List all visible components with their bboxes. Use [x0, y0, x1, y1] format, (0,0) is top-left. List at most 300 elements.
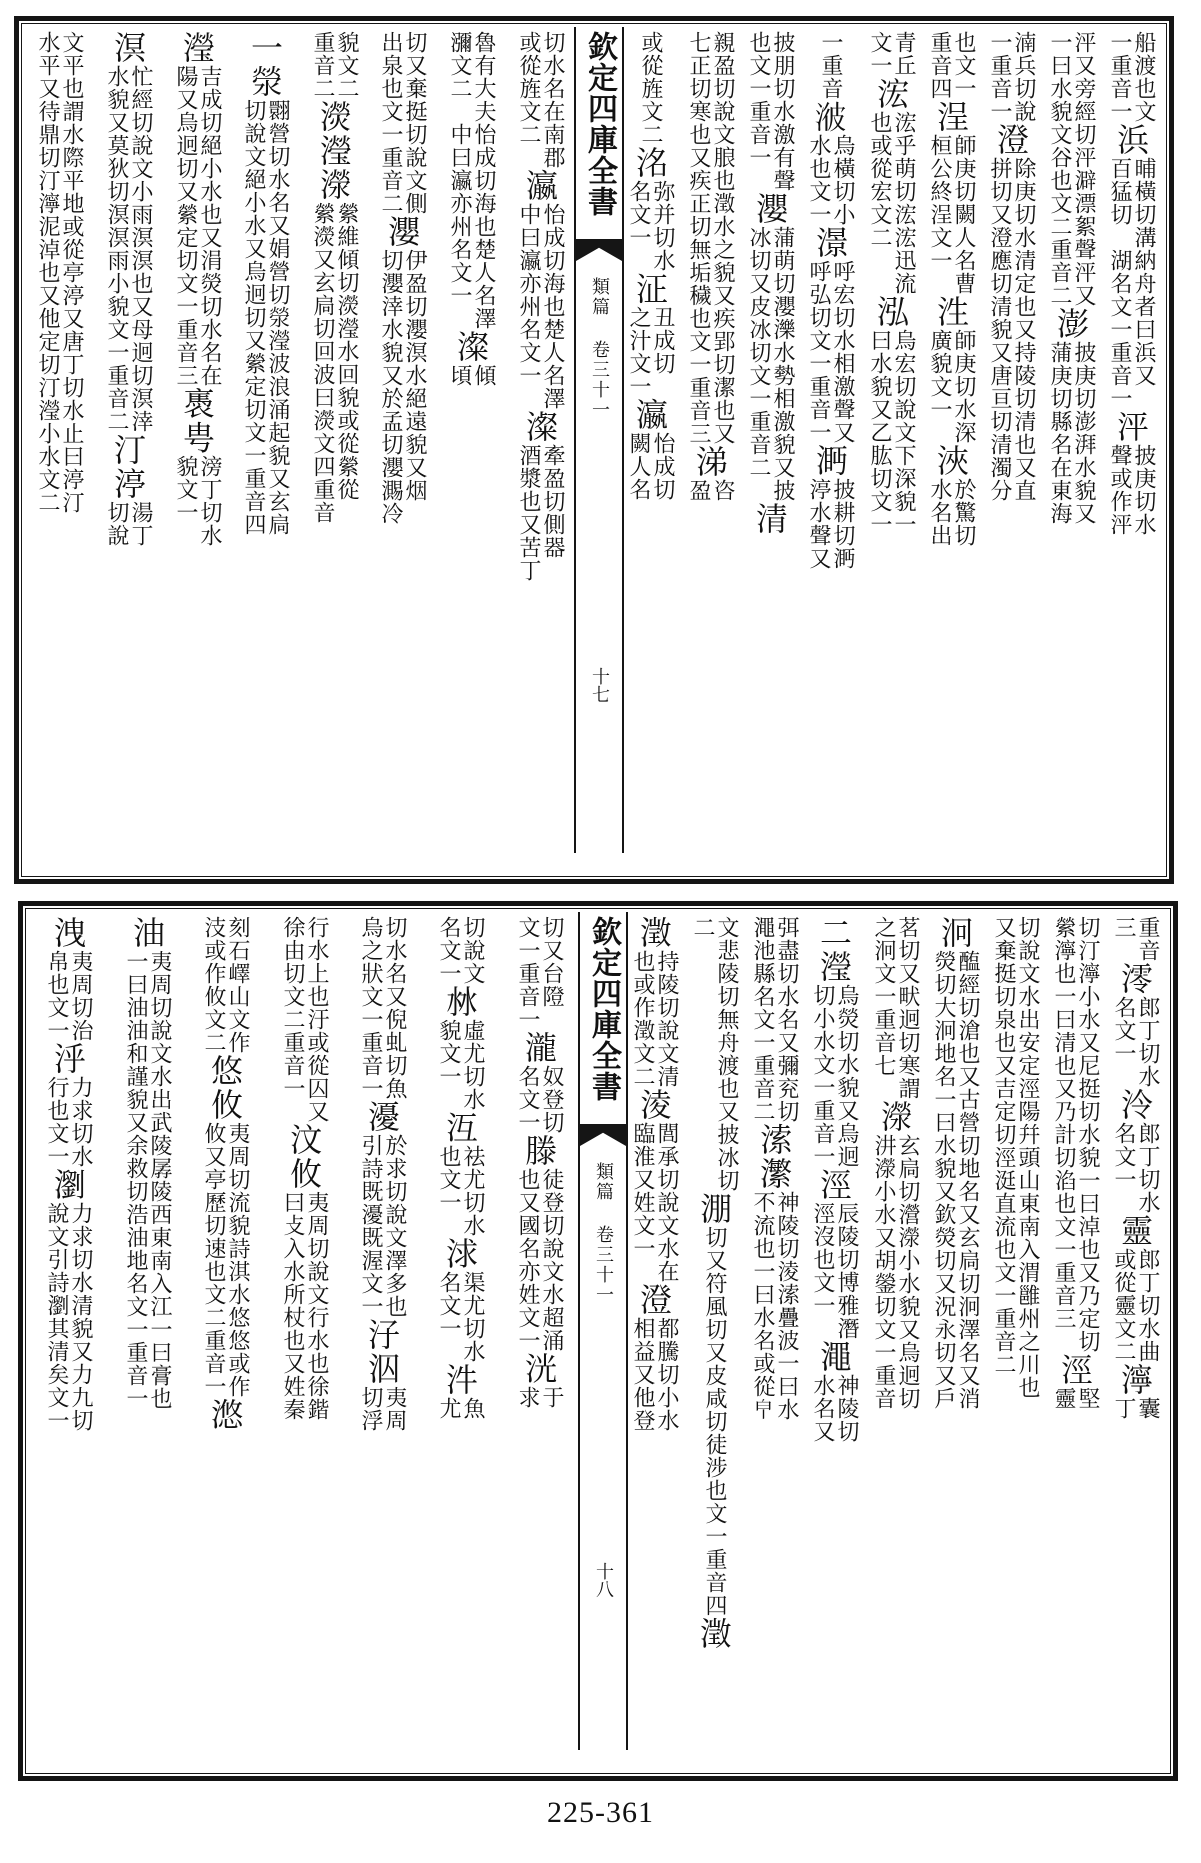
annotation-note [173, 65, 221, 387]
volume-label: 類篇 卷三十一 [593, 1162, 614, 1305]
annotation-line: 求 [515, 1386, 540, 1409]
annotation-line: 汥或作攸文二 [201, 916, 226, 1054]
annotation-line: 泙又旁經 [1071, 31, 1096, 123]
annotation-line: 熒切大泂地名一曰水貌又欽熒切又況永切又戶 [931, 950, 956, 1410]
annotation-note [1107, 444, 1155, 536]
annotation-line: 或從靈文二 [1111, 1248, 1136, 1363]
annotation-line: 出泉也文一重音二 [378, 31, 403, 215]
annotation-note [1111, 1248, 1159, 1363]
annotation-line: 重音 [1135, 916, 1160, 962]
annotation-line: 一重音一 [987, 31, 1012, 123]
annotation-note [358, 1386, 406, 1432]
annotation-line: 夷周切說文行水也徐鍇 [304, 1191, 329, 1421]
annotation-note [201, 916, 249, 1054]
headword-character: 攸 [285, 1157, 323, 1191]
annotation-note [447, 364, 495, 387]
annotation-line: 瀰文二 [447, 31, 472, 100]
center-fold-column [578, 912, 628, 1750]
headword-character: 滎 [246, 65, 284, 99]
annotation-line: 水貌又莫狄切溟溟雨小貌文一重音二 [104, 65, 129, 433]
headword-character: 瀛 [521, 169, 559, 203]
headword-character: 洸 [520, 1352, 558, 1386]
annotation-note [630, 950, 678, 1088]
headword-character: 瀛 [631, 398, 669, 432]
text-column [744, 916, 804, 1746]
annotation-note [123, 950, 171, 1410]
annotation-line: 烏宏切說文下深貌一 [891, 329, 916, 536]
annotation-note [638, 31, 662, 146]
annotation-note [516, 203, 564, 410]
annotation-note [806, 260, 854, 444]
center-fold-column [574, 27, 624, 853]
headword-character: 瀴 [383, 215, 421, 249]
annotation-line: 于 [539, 1386, 564, 1409]
annotation-line: 切說文絕小水又烏迥切又縈定切文一重音四 [241, 99, 266, 536]
annotation-line: 切水名在南郡 [540, 31, 565, 169]
annotation-line: 一重音 [818, 31, 843, 100]
annotation-line: 青丘 [891, 31, 916, 77]
headword-character: 泘 [49, 1042, 87, 1076]
annotation-line: 也文一 [436, 1145, 461, 1214]
annotation-line: 閭承切說文水在 [654, 1122, 679, 1283]
annotation-line: 曰攴入水所杖也又姓秦 [280, 1191, 305, 1421]
annotation-note [1107, 249, 1155, 410]
annotation-line: 酒漿也又苦丁 [516, 444, 541, 582]
headword-character: 汀 [109, 433, 147, 467]
annotation-line: 一曰水貌 [1047, 31, 1072, 123]
book-title: 欽定四庫全書 [582, 31, 617, 217]
top-page-panel [14, 16, 1174, 884]
annotation-line: 廣貌文一 [927, 329, 952, 421]
annotation-line: 湖名文一重音一 [1107, 249, 1132, 410]
annotation-line: 一曰油油和謹貌又余救切浩油地名文一重音一 [123, 950, 148, 1410]
annotation-note [810, 984, 858, 1168]
annotation-line: 渠尤切水 [460, 1271, 485, 1363]
annotation-line: 陽又烏迥切又縈定切文一重音三 [173, 65, 198, 387]
annotation-line: 帛也文一 [44, 950, 69, 1042]
annotation-note [280, 916, 328, 1123]
annotation-note [867, 111, 915, 295]
annotation-line: 相益又他登 [630, 1317, 655, 1432]
headword-character: 澋 [811, 226, 849, 260]
annotation-line: 切泙澼漂絮聲泙又 [1071, 123, 1096, 307]
annotation-line: 披庚切水 [1131, 444, 1156, 536]
annotation-note [201, 1122, 249, 1398]
annotation-note [310, 202, 358, 524]
annotation-line: 貌文二 [334, 31, 359, 100]
text-column [274, 916, 334, 1746]
headword-character: 澯 [521, 410, 559, 444]
headword-character: 沝 [441, 985, 479, 1019]
annotation-line: 名文一 [515, 1065, 540, 1134]
annotation-line: 郎丁切水 [1135, 996, 1160, 1088]
annotation-line: 重音二 [310, 31, 335, 100]
annotation-line: 貌文一 [173, 455, 198, 524]
annotation-line: 辰陵切博雅潛 [834, 1202, 859, 1340]
annotation-line: 名文一 [1111, 1122, 1136, 1191]
folio-number: 十七 [589, 667, 610, 703]
annotation-line: 二 [690, 916, 715, 939]
annotation-note [515, 1168, 563, 1352]
annotation-note [436, 916, 484, 985]
annotation-note [927, 329, 975, 444]
headword-character: 一 [246, 31, 284, 65]
annotation-note [626, 306, 674, 398]
annotation-line: 文悲陵切無舟渡也又披冰切 [714, 916, 739, 1192]
annotation-line: 切瀴涬水貌又於孟切瀴瀃冷 [378, 249, 403, 525]
annotation-line: 水也文一 [806, 134, 831, 226]
annotation-note [750, 916, 798, 1123]
annotation-line: 丑成切 [650, 306, 675, 375]
annotation-line: 納舟者曰浜又 [1131, 249, 1156, 387]
annotation-line: 夷周切治 [68, 950, 93, 1042]
headword-character: 濴 [876, 1100, 914, 1134]
annotation-note [927, 478, 975, 547]
headword-character: 泩 [932, 295, 970, 329]
annotation-line: 醢經切滄也又古營切地名又玄扃切泂澤名又消 [955, 950, 980, 1410]
headword-character: 洺 [631, 146, 669, 180]
annotation-line: 又棄挺切泉也又吉定切涇涏直流也文一重音二 [991, 916, 1016, 1376]
annotation-line: 持陵切說文清 [654, 950, 679, 1088]
text-column [865, 916, 925, 1746]
headword-character: 瀧 [520, 1031, 558, 1065]
annotation-line: 浤乎萌切浤浤迅流 [891, 111, 916, 295]
annotation-line: 烏橫切小 [830, 134, 855, 226]
text-column [510, 31, 570, 849]
headword-character: 泟 [631, 272, 669, 306]
annotation-line: 渟水聲又 [806, 478, 831, 570]
annotation-line: 蒲庚切縣名在東海 [1047, 341, 1072, 525]
annotation-note [867, 329, 915, 536]
folio-number: 十八 [593, 1562, 614, 1598]
annotation-line: 師庚切闕人名曹 [951, 134, 976, 295]
annotation-line: 桓公終浧文一 [927, 134, 952, 272]
headword-character: 淜 [695, 1192, 733, 1226]
annotation-line: 披朋切水激有聲 [770, 31, 795, 192]
annotation-line: 行也文一 [44, 1076, 69, 1168]
annotation-note [1107, 157, 1155, 249]
headword-character: 泅 [363, 1352, 401, 1386]
annotation-line: 三 [1111, 916, 1136, 939]
annotation-line: 切水名又倪虬切魚 [382, 916, 407, 1100]
annotation-line: 或從旌文二 [638, 31, 663, 146]
headword-character: 澄 [992, 123, 1030, 157]
headword-character: 褭 [178, 387, 216, 421]
annotation-line: 文谷也文二重音二 [1047, 123, 1072, 307]
text-column [680, 31, 740, 849]
annotation-line: 呼弘切文一重音一 [806, 260, 831, 444]
annotation-line: 虛尤切水 [460, 1019, 485, 1111]
annotation-note [630, 1317, 678, 1432]
annotation-note [516, 444, 564, 582]
text-column [430, 916, 490, 1746]
headword-character: 涇 [815, 1168, 853, 1202]
text-column [29, 31, 89, 849]
text-column [372, 31, 432, 849]
headword-character: 悠 [206, 1054, 244, 1088]
headword-character: 沍 [441, 1111, 479, 1145]
annotation-note [987, 157, 1035, 502]
annotation-note [927, 31, 975, 100]
annotation-line: 力求切水 [68, 1076, 93, 1168]
annotation-line: 說文引詩瀏其清矣文一 [44, 1202, 69, 1432]
text-column [117, 916, 177, 1746]
headword-character: 涕 [691, 445, 729, 479]
annotation-line: 弭盡切水名又彌兖切 [774, 916, 799, 1123]
annotation-line: 名文一 [436, 916, 461, 985]
text-column [925, 916, 985, 1746]
annotation-note [515, 1386, 563, 1409]
annotation-line: 於求切說文澤多也 [382, 1134, 407, 1318]
annotation-line: 怡成切海也楚人名澤 [540, 203, 565, 410]
annotation-note [686, 479, 734, 502]
annotation-line: 拼切又澄應切清貌又唐亘切清濁分 [987, 157, 1012, 502]
annotation-note [1047, 123, 1095, 307]
headword-character: 浤 [872, 77, 910, 111]
annotation-note [630, 1122, 678, 1283]
annotation-note [436, 1145, 484, 1237]
annotation-line: 茗切又畎迥切寒謂 [895, 916, 920, 1100]
annotation-line: 尤 [436, 1397, 461, 1420]
annotation-line: 玄扃切瀯濴小水貌又烏迥切 [895, 1134, 920, 1410]
headword-character: 淩 [635, 1088, 673, 1122]
annotation-line: 弥并切水 [650, 180, 675, 272]
text-column [195, 916, 255, 1746]
annotation-note [746, 226, 794, 502]
annotation-line: 牽盈切側器 [540, 444, 565, 559]
annotation-note [1111, 1122, 1159, 1214]
annotation-line: 澠池縣名文一重音二 [750, 916, 775, 1123]
annotation-note [447, 123, 495, 330]
headword-character: 瀏 [49, 1168, 87, 1202]
annotation-line: 湳兵切說 [1011, 31, 1036, 123]
headword-character: 汓 [363, 1318, 401, 1352]
headword-character: 瀴 [751, 192, 789, 226]
headword-character: 溟 [109, 31, 147, 65]
annotation-line: 聲或作泙 [1107, 444, 1132, 536]
annotation-note [690, 916, 738, 1192]
headword-character: 瀅 [315, 134, 353, 168]
annotation-line: 除庚切水清定也又持陵切清也又直 [1011, 157, 1036, 502]
annotation-line: 伊盈切瀴溟水絕遠貌又烟 [402, 249, 427, 502]
annotation-note [746, 31, 794, 192]
annotation-note [173, 455, 221, 547]
annotation-line: 切說文水出安定涇陽幷頭山東南入渭雝州之川也 [1015, 916, 1040, 1399]
annotation-note [44, 1076, 92, 1168]
text-column [861, 31, 921, 849]
text-column [800, 31, 860, 849]
text-column [684, 916, 744, 1746]
text-column [804, 916, 864, 1746]
annotation-line: 祛尤切水 [460, 1145, 485, 1237]
annotation-line: 於驚切 [951, 478, 976, 547]
annotation-line: 也文一 [951, 31, 976, 100]
annotation-line: 力求切水清貌又力九切 [68, 1202, 93, 1432]
annotation-line: 切說 [104, 501, 129, 547]
annotation-line: 文一 [867, 31, 892, 77]
annotation-line: 船渡也文 [1131, 31, 1156, 123]
headword-character: 瀅 [815, 950, 853, 984]
headword-character: 瀿 [755, 1157, 793, 1191]
annotation-note [1111, 996, 1159, 1088]
headword-character: 濴 [315, 168, 353, 202]
headword-character: 滺 [206, 1398, 244, 1432]
headword-character: 澎 [1052, 307, 1090, 341]
annotation-note [818, 31, 842, 100]
annotation-line: 攸又亭歷切速也文二重音一 [201, 1122, 226, 1398]
headword-character: 汼 [441, 1363, 479, 1397]
annotation-line: 臨淮又姓文一 [630, 1122, 655, 1260]
annotation-note [806, 134, 854, 226]
annotation-line: 滂丁切水 [197, 455, 222, 547]
annotation-note [686, 31, 734, 445]
annotation-line: 也或作澂文二 [630, 950, 655, 1088]
text-column [38, 916, 98, 1746]
annotation-line: 切又符風切又皮咸切徒涉也文一重音四 [702, 1226, 727, 1617]
text-column [624, 916, 684, 1746]
headword-character: 𣷭 [811, 100, 849, 134]
headword-character: 甹 [178, 421, 216, 455]
annotation-line: 也或從宏文二 [867, 111, 892, 249]
annotation-line: 徒登切說文水超涌 [539, 1168, 564, 1352]
annotation-line: 汫濴小水又胡鎣切文一重音 [871, 1134, 896, 1410]
annotation-line: 都騰切小水 [654, 1317, 679, 1432]
headword-character: 靈 [1116, 1214, 1154, 1248]
annotation-note [104, 501, 152, 547]
annotation-line: 魯有大夫 [471, 31, 496, 123]
annotation-line: 百猛切 [1107, 157, 1132, 226]
annotation-note [810, 1202, 858, 1340]
annotation-line: 中曰瀛亦州名文一 [447, 123, 472, 307]
text-column [509, 916, 569, 1746]
annotation-line: 縈濘也一曰清也又乃計切淊也文一重音三 [1051, 916, 1076, 1330]
annotation-note [515, 916, 563, 1031]
headword-character: 浗 [441, 1237, 479, 1271]
annotation-note [931, 950, 979, 1410]
annotation-note [867, 31, 915, 77]
annotation-line: 文平也謂水際平地或從亭渟又唐丁切水止曰渟汀 [59, 31, 84, 514]
annotation-note [1051, 1387, 1099, 1410]
headword-character: 清 [751, 502, 789, 536]
annotation-line: 湯丁 [128, 501, 153, 547]
text-column [98, 31, 158, 849]
annotation-line: 丁 [1111, 1397, 1136, 1420]
annotation-line: 吉成切絕小水也又涓熒切水名在 [197, 65, 222, 387]
annotation-line: 囊 [1135, 1397, 1160, 1420]
annotation-note [35, 31, 83, 514]
text-column [985, 916, 1045, 1746]
text-column [740, 31, 800, 849]
text-column [352, 916, 412, 1746]
headword-character: 油 [128, 916, 166, 950]
annotation-line: 重音四 [927, 31, 952, 100]
annotation-line: 切汀濘小水又尼挺切水貌一曰淖也又乃定切 [1075, 916, 1100, 1353]
text-column [1105, 916, 1165, 1746]
annotation-line: 切說文 [460, 916, 485, 985]
headword-character: 㴐 [811, 444, 849, 478]
fish-tail-ornament [576, 239, 622, 261]
annotation-note [436, 1271, 484, 1363]
annotation-line: 夷周切說文水出武陵孱陵西東南入江一曰膏也 [147, 950, 172, 1410]
headword-character: 涇 [1056, 1353, 1094, 1387]
annotation-note [626, 432, 674, 501]
annotation-line: 披庚切澎湃水貌又 [1071, 341, 1096, 525]
headword-character: 汶 [285, 1123, 323, 1157]
headword-character: 泂 [936, 916, 974, 950]
annotation-line: 神陵切淩溹疊波一曰水 [774, 1191, 799, 1421]
annotation-line: 引詩既瀀既渥文一 [358, 1134, 383, 1318]
annotation-line: 水平又待鼎切汀濘泥淖也又他定切汀瀅小水文二 [35, 31, 60, 514]
text-column [1041, 31, 1101, 849]
headword-character: 瀅 [178, 31, 216, 65]
annotation-note [806, 478, 854, 570]
annotation-note [378, 249, 426, 525]
annotation-line: 刻石嶧山文作 [225, 916, 250, 1054]
annotation-line: 文一重音一 [515, 916, 540, 1031]
annotation-line: 切又棄挺切說文側 [402, 31, 427, 215]
annotation-note [626, 180, 674, 272]
annotation-line: 闕人名 [626, 432, 651, 501]
annotation-note [104, 65, 152, 433]
annotation-note [1051, 916, 1099, 1353]
annotation-line: 徐由切文二重音一 [280, 916, 305, 1100]
text-column [1045, 916, 1105, 1746]
headword-character: 浜 [1112, 123, 1150, 157]
annotation-note [378, 31, 426, 215]
headword-character: 攸 [206, 1088, 244, 1122]
annotation-line: 名文一 [626, 180, 651, 249]
headword-character: 濘 [1116, 1363, 1154, 1397]
annotation-line: 貌文一 [436, 1019, 461, 1088]
annotation-note [280, 1191, 328, 1421]
annotation-note [871, 1134, 919, 1410]
annotation-note [1111, 1397, 1159, 1420]
annotation-line: 忙經切說文小雨溟溟也又母迥切溟涬 [128, 65, 153, 433]
annotation-note [447, 31, 495, 123]
annotation-line: 縈濙又玄扃切回波曰濙文四重音 [310, 202, 335, 524]
annotation-line: 靈 [1051, 1387, 1076, 1410]
annotation-note [241, 99, 289, 536]
annotation-line: 烏之狀文一重音一 [358, 916, 383, 1100]
text-column [981, 31, 1041, 849]
annotation-line: 中曰瀛亦州名文一 [516, 203, 541, 387]
headword-character: 渟 [109, 467, 147, 501]
annotation-note [927, 134, 975, 295]
annotation-note [1107, 31, 1155, 123]
annotation-line: 切又台隥 [539, 916, 564, 1008]
annotation-note [44, 1202, 92, 1432]
headword-character: 澄 [635, 1283, 673, 1317]
annotation-line: 盈 [686, 479, 711, 502]
text-column [921, 31, 981, 849]
annotation-note [750, 1191, 798, 1421]
annotation-line: 水名又 [810, 1374, 835, 1443]
annotation-line: 堅 [1075, 1387, 1100, 1410]
headword-character: 浹 [932, 444, 970, 478]
annotation-note [1047, 31, 1095, 123]
annotation-line: 夷周切流貌詩淇水悠悠或作 [225, 1122, 250, 1398]
annotation-line: 頃 [447, 364, 472, 387]
annotation-line: 咨 [710, 479, 735, 502]
annotation-line: 曰水貌又乙肱切文一 [867, 329, 892, 536]
annotation-line: 神陵切 [834, 1374, 859, 1443]
page-number: 225-361 [547, 1796, 654, 1829]
annotation-line: 傾 [471, 364, 496, 387]
annotation-line: 烏熒切水貌又烏迥 [834, 984, 859, 1168]
annotation-note [516, 31, 564, 169]
annotation-note [310, 31, 358, 100]
annotation-note [871, 916, 919, 1100]
